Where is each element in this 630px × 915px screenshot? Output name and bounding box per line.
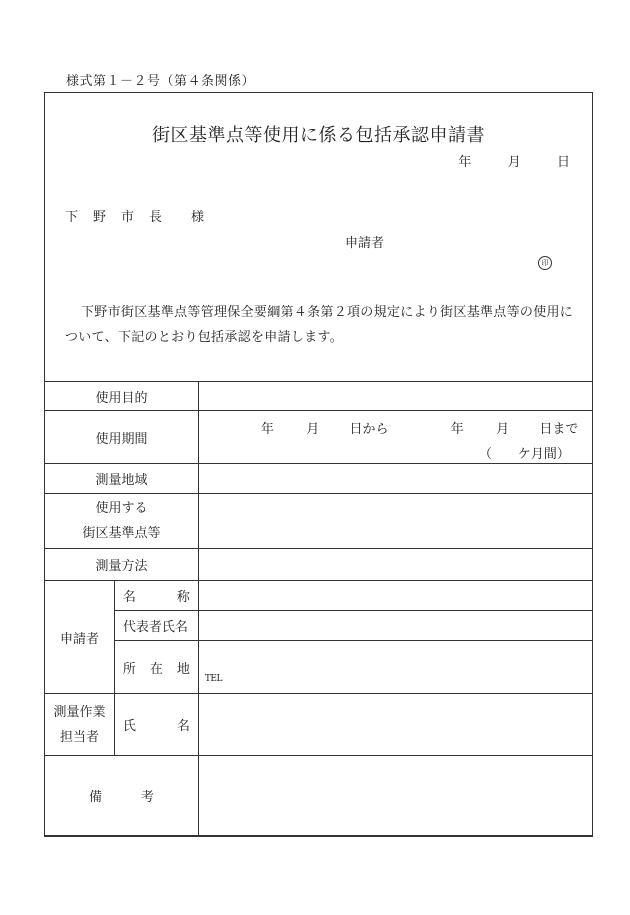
points-field[interactable] <box>198 494 592 549</box>
points-label-line2: 街区基準点等 <box>82 526 161 541</box>
points-label-line1: 使用する <box>95 501 148 516</box>
remarks-label-b: 考 <box>140 790 154 805</box>
period-to-year: 年 <box>450 422 464 437</box>
representative-field[interactable] <box>198 611 592 641</box>
form-number: 様式第１－２号（第４条関係） <box>66 74 256 89</box>
name-label-b: 称 <box>176 590 190 605</box>
period-from-month: 月 <box>306 422 320 437</box>
addressee-name: 下 野 市 長 <box>65 210 164 225</box>
period-field[interactable] <box>198 411 592 464</box>
form-title: 街区基準点等使用に係る包括承認申請書 <box>152 125 485 146</box>
period-months-open: （ <box>478 447 492 462</box>
purpose-field[interactable] <box>198 382 592 411</box>
purpose-label: 使用目的 <box>45 382 199 411</box>
period-from-year: 年 <box>260 422 274 437</box>
address-label-a: 所 <box>122 661 136 677</box>
representative-label: 代表者氏名 <box>114 611 198 641</box>
worker-label-line2: 担当者 <box>59 729 99 745</box>
date-day: 日 <box>556 155 570 170</box>
applicant-group-label: 申請者 <box>45 581 115 694</box>
period-months-value: ケ月間） <box>517 447 570 462</box>
tel-label: TEL <box>204 673 222 684</box>
request-statement: 下野市街区基準点等管理保全要綱第４条第２項の規定により街区基準点等の使用について、下記のとおり包括承認を申請します。 <box>65 305 574 345</box>
applicant-name-field[interactable] <box>198 581 592 611</box>
application-table <box>44 381 593 836</box>
worker-name-field[interactable] <box>198 694 592 756</box>
period-months <box>479 443 570 462</box>
worker-label-line1: 測量作業 <box>53 704 106 720</box>
address-label-c: 地 <box>176 661 190 677</box>
remarks-label <box>45 756 199 836</box>
remarks-label-a: 備 <box>89 790 103 805</box>
date-year: 年 <box>458 155 472 170</box>
points-label <box>45 494 199 549</box>
address-field[interactable] <box>198 641 592 694</box>
worker-name-label <box>114 694 198 756</box>
application-form <box>44 92 593 837</box>
date-month: 月 <box>507 155 521 170</box>
worker-label <box>45 694 115 756</box>
date-line <box>458 151 570 170</box>
seal-mark: 印 <box>538 256 552 270</box>
method-field[interactable] <box>198 549 592 581</box>
name-label-a: 名 <box>122 590 136 605</box>
area-field[interactable] <box>198 464 592 494</box>
name-label <box>114 581 198 611</box>
method-label: 測量方法 <box>45 549 199 581</box>
address-label-b: 在 <box>149 661 163 677</box>
addressee <box>65 206 205 225</box>
period-to-month: 月 <box>496 422 510 437</box>
applicant-label: 申請者 <box>345 236 385 251</box>
worker-name-label-a: 氏 <box>122 719 136 734</box>
period-to-day: 日まで <box>539 422 579 437</box>
address-label <box>114 641 198 694</box>
worker-name-label-b: 名 <box>176 719 190 734</box>
area-label: 測量地域 <box>45 464 199 494</box>
period-label: 使用期間 <box>45 411 199 464</box>
remarks-field[interactable] <box>198 756 592 836</box>
addressee-honorific: 様 <box>191 210 206 225</box>
period-range <box>261 418 579 437</box>
period-from-day: 日から <box>349 422 389 437</box>
